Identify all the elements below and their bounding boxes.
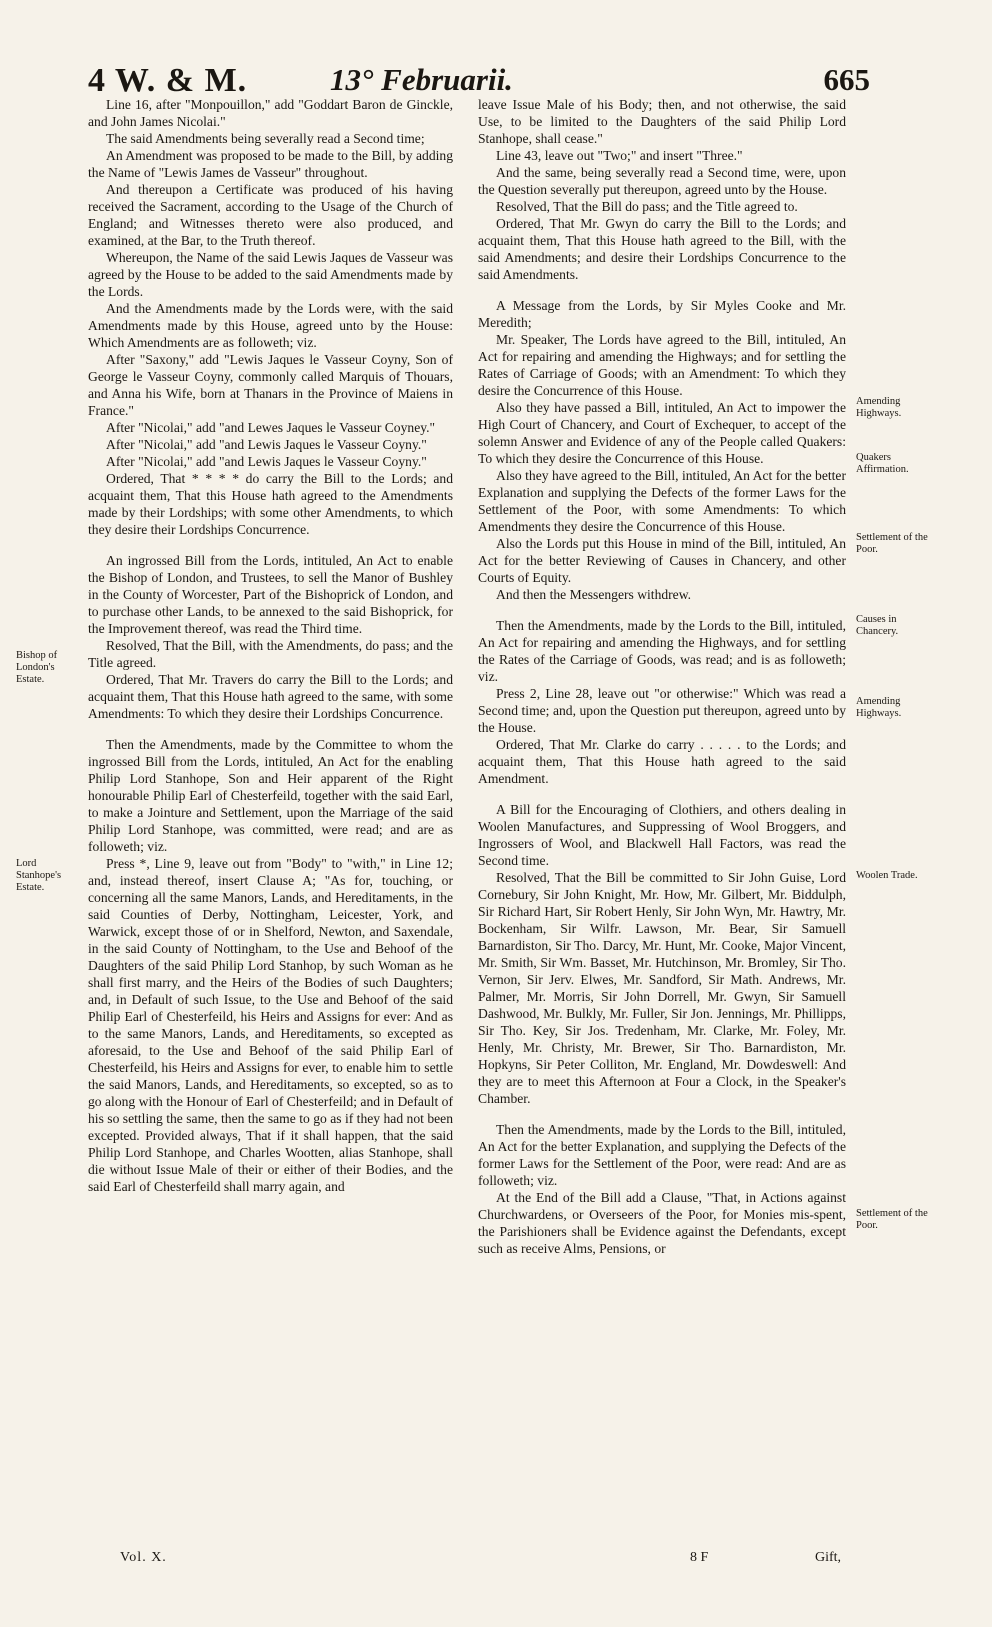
paragraph: Also they have passed a Bill, intituled, An Act to impower the High Court of Chancery, and Court of Exchequer, to accept of the solemn Answer and Evidence of any of the People called Quakers: To which they desire the Concurrence of this House. — [478, 400, 846, 466]
margin-note-settlement-poor: Settlement of the Poor. — [856, 1208, 928, 1231]
paragraph: After "Nicolai," add "and Lewis Jaques le Vasseur Coyny." — [106, 437, 427, 452]
margin-note-amending-highways: Amending Highways. — [856, 396, 902, 419]
right-column — [478, 96, 846, 1257]
catchword: Gift, — [815, 1550, 842, 1565]
paragraph: Then the Amendments, made by the Committee to whom the ingrossed Bill from the Lords, intituled, An Act for the enabling Philip Lord Stanhope, Son and Heir apparent of the Right honourable Philip Earl of Chesterfeild, together with the said Earl, to make a Jointure and Settlement, upon the Marriage of the said Philip Lord Stanhope, was committed, were read; and are as followeth; viz. — [88, 737, 453, 854]
margin-note-lord-stanhope: Lord Stanhope's Estate. — [16, 858, 62, 893]
margin-note-amending-highways: Amending Highways. — [856, 696, 902, 719]
paragraph: After "Nicolai," add "and Lewis Jaques le Vasseur Coyny." — [106, 454, 427, 469]
paragraph: Whereupon, the Name of the said Lewis Jaques de Vasseur was agreed by the House to be added to the said Amendments made by the Lords. — [88, 250, 453, 299]
paragraph: Also the Lords put this House in mind of the Bill, intituled, An Act for the better Reviewing of Causes in Chancery, and other Courts of Equity. — [478, 536, 846, 585]
paragraph: And the same, being severally read a Second time, were, upon the Question severally put thereupon, agreed unto by the House. — [478, 165, 846, 197]
paragraph: An Amendment was proposed to be made to the Bill, by adding the Name of "Lewis James de Vasseur" throughout. — [88, 148, 453, 180]
paragraph: After "Saxony," add "Lewis Jaques le Vasseur Coyny, Son of George le Vasseur Coyny, commonly called Marquis of Thouars, and Anna his Wife, born at Thanars in the Province of Maiens in France." — [88, 352, 453, 418]
paragraph: Mr. Speaker, The Lords have agreed to the Bill, intituled, An Act for repairing and amending the Highways; and for settling the Rates of Carriage of Goods; with an Amendment: To which they desire the Concurrence of this House. — [478, 332, 846, 398]
paragraph: The said Amendments being severally read a Second time; — [106, 131, 425, 146]
volume-label: Vol. X. — [120, 1550, 167, 1565]
paragraph: Resolved, That the Bill, with the Amendments, do pass; and the Title agreed. — [88, 638, 453, 670]
paragraph: Also they have agreed to the Bill, intituled, An Act for the better Explanation and supplying the Defects of the former Laws for the Settlement of the Poor, with some Amendments: To which Amendments they desire the Concurrence of this House. — [478, 468, 846, 534]
paragraph: Resolved, That the Bill be committed to Sir John Guise, Lord Cornebury, Sir John Knight, Mr. How, Mr. Gilbert, Mr. Biddulph, Sir Richard Hart, Sir Robert Henly, Sir John Wyn, Mr. Hawtry, Mr. Bockenham, Sir Wilfr. Lawson, Mr. Bear, Sir Samuell Barnardiston, Sir Tho. Darcy, Mr. Hunt, Mr. Cooke, Major Vincent, Mr. Smith, Sir Wm. Basset, Mr. Hutchinson, Mr. Bromley, Sir Tho. Vernon, Sir Jerv. Elwes, Mr. Sandford, Sir Math. Andrews, Mr. Palmer, Mr. Morris, Sir John Dorrell, Mr. Gwyn, Sir Samuell Dashwood, Mr. Bulkly, Mr. Fuller, Sir Jon. Jennings, Mr. Phillipps, Sir Tho. Key, Sir Jos. Tredenham, Mr. Clarke, Mr. Foley, Mr. Henly, Mr. Christy, Mr. Brewer, Sir Tho. Barnardiston, Mr. Hopkyns, Sir Peter Colliton, Mr. England, Mr. Dowdeswell: And they are to meet this Afternoon at Four a Clock, in the Speaker's Chamber. — [478, 870, 846, 1106]
paragraph: Ordered, That Mr. Clarke do carry . . . . . to the Lords; and acquaint them, That this House hath agreed to the said Amendment. — [478, 737, 846, 786]
paragraph: At the End of the Bill add a Clause, "That, in Actions against Churchwardens, or Overseers of the Poor, for Monies mis-spent, the Parishioners shall be Evidence against the Defendants, except such as receive Alms, Pensions, or — [478, 1190, 846, 1256]
paragraph: Ordered, That Mr. Travers do carry the Bill to the Lords; and acquaint them, That this House hath agreed to the same, with some Amendments: To which they desire their Lordships Concurrence. — [88, 672, 453, 721]
paragraph: Ordered, That * * * * do carry the Bill to the Lords; and acquaint them, That this House hath agreed to the Amendments made by their Lordships; with some other Amendments, to which they desire their Lordships Concurrence. — [88, 471, 453, 537]
paragraph: Ordered, That Mr. Gwyn do carry the Bill to the Lords; and acquaint them, That this House hath agreed to the Bill, with the said Amendments; and desire their Lordships Concurrence to the said Amendments. — [478, 216, 846, 282]
paragraph: And thereupon a Certificate was produced of his having received the Sacrament, according to the Usage of the Church of England; and Witnesses thereto were also produced, and examined, at the Bar, to the Truth thereof. — [88, 182, 453, 248]
paragraph: Then the Amendments, made by the Lords to the Bill, intituled, An Act for the better Explanation, and supplying the Defects of the former Laws for the Settlement of the Poor, were read: And are as followeth; viz. — [478, 1122, 846, 1188]
paragraph: Line 43, leave out "Two;" and insert "Three." — [496, 148, 743, 163]
paragraph: leave Issue Male of his Body; then, and not otherwise, the said Use, to be limited to the Daughters of the said Philip Lord Stanhope, shall cease." — [478, 97, 846, 146]
left-column — [88, 96, 453, 1195]
margin-note-causes-chancery: Causes in Chancery. — [856, 614, 899, 637]
regnal-year-header: 4 W. & M. — [88, 62, 248, 99]
date-header: 13° Februarii. — [330, 62, 513, 97]
paragraph: And then the Messengers withdrew. — [496, 587, 692, 602]
signature-mark: 8 F — [690, 1550, 709, 1565]
paragraph: Press 2, Line 28, leave out "or otherwise:" Which was read a Second time; and, upon the Question put thereupon, agreed unto by the House. — [478, 686, 846, 735]
margin-note-quakers: Quakers Affirmation. — [856, 452, 909, 475]
paragraph: And the Amendments made by the Lords were, with the said Amendments made by this House, agreed unto by the House: Which Amendments are as followeth; viz. — [88, 301, 453, 350]
margin-note-settlement-poor: Settlement of the Poor. — [856, 532, 928, 555]
paragraph: An ingrossed Bill from the Lords, intituled, An Act to enable the Bishop of London, and Trustees, to sell the Manor of Bushley in the County of Worcester, Part of the Bishoprick of London, and to purchase other Lands, to be annexed to the said Bishoprick, for the Improvement thereof, was read the Third time. — [88, 553, 453, 636]
margin-note-bishop-london: Bishop of London's Estate. — [16, 650, 58, 685]
margin-note-woolen-trade: Woolen Trade. — [856, 870, 918, 881]
paragraph: Resolved, That the Bill do pass; and the Title agreed to. — [496, 199, 798, 214]
paragraph: After "Nicolai," add "and Lewes Jaques le Vasseur Coyney." — [106, 420, 436, 435]
paragraph: Then the Amendments, made by the Lords to the Bill, intituled, An Act for repairing and amending the Highways, and for settling the Rates of the Carriage of Goods, was read; and is as followeth; viz. — [478, 618, 846, 684]
paragraph: Line 16, after "Monpouillon," add "Goddart Baron de Ginckle, and John James Nicolai." — [88, 97, 453, 129]
paragraph: A Message from the Lords, by Sir Myles Cooke and Mr. Meredith; — [478, 298, 846, 330]
paragraph: Press *, Line 9, leave out from "Body" to "with," in Line 12; and, instead thereof, insert Clause A; "As for, touching, or concerning all the same Manors, Lands, and Hereditaments, in the said Counties of Derby, Nottingham, Leicester, York, and Warwick, except those of or in Shelford, Newton, and Saxendale, in the said County of Nottingham, to the Use and Behoof of the Daughters of the said Philip Lord Stanhop, by such Woman as he shall first marry, and the Heirs of the Bodies of such Daughters; and, in Default of such Issue, to the Use and Behoof of the said Philip Earl of Chesterfeild, his Heirs and Assigns for ever: And as to the same Manors, Lands, and Hereditaments, so excepted as aforesaid, to the Use and Behoof of the said Philip Earl of Chesterfeild, his Heirs and Assigns for ever, to enable him to settle the said Manors, Lands, and Hereditaments, so excepted, so as to go along with the Honour of Earl of Chesterfeild; and in Default of his so settling the same, then the same to go as if they had not been excepted. Provided always, That if it shall happen, that the said Philip Lord Stanhope, and Charles Wootten, alias Stanhope, shall die without Issue Male of their or either of their Bodies, and the said Earl of Chesterfeild shall marry again, and — [88, 856, 453, 1194]
paragraph: A Bill for the Encouraging of Clothiers, and others dealing in Woolen Manufactures, and Suppressing of Wool Broggers, and Ingrossers of Wool, and Blackwell Hall Factors, was read the Second time. — [478, 802, 846, 868]
page-number: 665 — [823, 62, 870, 97]
